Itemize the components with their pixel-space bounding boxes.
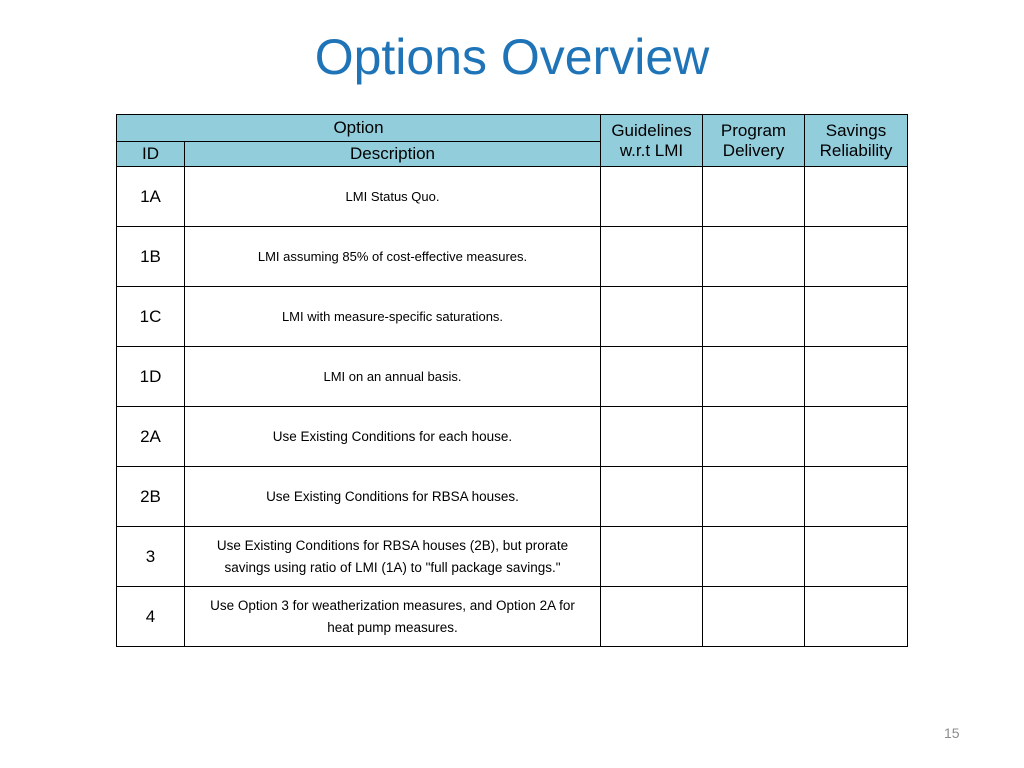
savings-reliability-cell	[805, 287, 908, 347]
row-description: LMI on an annual basis.	[185, 347, 601, 407]
program-header-line-2: Delivery	[722, 140, 785, 160]
row-description-line-1: Use Option 3 for weatherization measures, and Option 2A for	[210, 597, 575, 613]
slide-title: Options Overview	[314, 29, 710, 85]
table-row	[117, 467, 908, 527]
program-delivery-cell	[703, 347, 805, 407]
row-id: 1C	[117, 287, 185, 347]
row-description	[185, 527, 601, 587]
program-delivery-cell	[703, 227, 805, 287]
program-delivery-cell	[703, 287, 805, 347]
guidelines-cell	[601, 347, 703, 407]
option-group-header: Option	[117, 115, 601, 142]
row-id: 1B	[117, 227, 185, 287]
row-description: Use Existing Conditions for each house.	[185, 407, 601, 467]
savings-reliability-cell	[805, 407, 908, 467]
guidelines-cell	[601, 467, 703, 527]
program-delivery-cell	[703, 407, 805, 467]
id-header: ID	[117, 142, 185, 167]
savings-reliability-cell	[805, 587, 908, 647]
guidelines-cell	[601, 227, 703, 287]
table-row	[117, 527, 908, 587]
guidelines-header-line-1: Guidelines	[611, 120, 692, 140]
program-delivery-cell	[703, 167, 805, 227]
savings-header-line-1: Savings	[825, 120, 887, 140]
savings-reliability-cell	[805, 347, 908, 407]
savings-reliability-cell	[805, 467, 908, 527]
table-row	[117, 287, 908, 347]
guidelines-cell	[601, 587, 703, 647]
guidelines-cell	[601, 407, 703, 467]
table-row	[117, 407, 908, 467]
guidelines-cell	[601, 527, 703, 587]
table-row	[117, 347, 908, 407]
savings-reliability-header	[805, 115, 908, 167]
row-id: 3	[117, 527, 185, 587]
row-id: 2B	[117, 467, 185, 527]
page-number: 15	[944, 725, 960, 741]
savings-reliability-cell	[805, 527, 908, 587]
program-delivery-cell	[703, 527, 805, 587]
row-description: LMI assuming 85% of cost-effective measures.	[185, 227, 601, 287]
program-delivery-cell	[703, 587, 805, 647]
options-table	[116, 114, 908, 647]
table-row	[117, 167, 908, 227]
row-description: LMI with measure-specific saturations.	[185, 287, 601, 347]
row-description-line-2: savings using ratio of LMI (1A) to "full package savings."	[224, 559, 561, 575]
row-description: Use Existing Conditions for RBSA houses.	[185, 467, 601, 527]
guidelines-cell	[601, 287, 703, 347]
guidelines-cell	[601, 167, 703, 227]
savings-header-line-2: Reliability	[819, 140, 893, 160]
row-description-line-2: heat pump measures.	[327, 619, 458, 635]
savings-reliability-cell	[805, 167, 908, 227]
program-header-line-1: Program	[720, 120, 787, 140]
row-description-line-1: Use Existing Conditions for RBSA houses (2B), but prorate	[216, 537, 569, 553]
table-row	[117, 587, 908, 647]
guidelines-header-line-2: w.r.t LMI	[619, 140, 684, 160]
row-description: LMI Status Quo.	[185, 167, 601, 227]
row-id: 4	[117, 587, 185, 647]
row-description	[185, 587, 601, 647]
savings-reliability-cell	[805, 227, 908, 287]
table-row	[117, 227, 908, 287]
row-id: 2A	[117, 407, 185, 467]
row-id: 1A	[117, 167, 185, 227]
program-delivery-header	[703, 115, 805, 167]
row-id: 1D	[117, 347, 185, 407]
description-header: Description	[185, 142, 601, 167]
guidelines-header	[601, 115, 703, 167]
program-delivery-cell	[703, 467, 805, 527]
